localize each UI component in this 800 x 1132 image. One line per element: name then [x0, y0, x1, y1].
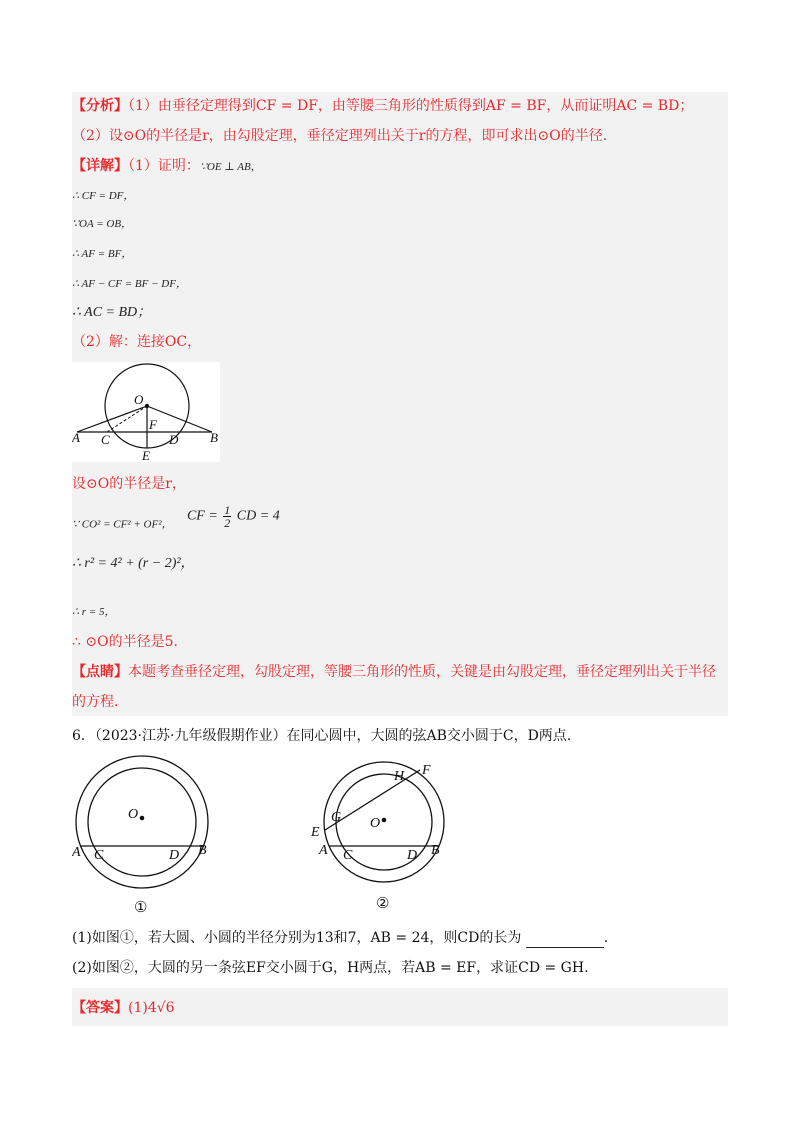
fig2-center	[382, 818, 387, 823]
detail-tag: 【详解】	[72, 158, 128, 174]
comment-line-2: 的方程.	[72, 694, 119, 710]
figure-concentric-2	[310, 756, 460, 920]
center-o	[145, 404, 149, 408]
sub-question-1-text: (1)如图①，若大圆、小圆的半径分别为13和7，AB = 24，则CD的长为	[72, 930, 522, 946]
comment-text-1: 本题考查垂径定理，勾股定理，等腰三角形的性质，关键是由勾股定理，垂径定理列出关于半径	[128, 664, 716, 680]
fig2-label-d: D	[407, 848, 418, 863]
fig1-label-b: B	[198, 843, 207, 858]
fig2-label-c: C	[343, 848, 353, 863]
analysis-line-1	[72, 96, 693, 116]
comment-line-1	[72, 662, 716, 682]
fig2-label-o: O	[370, 816, 381, 831]
detail-step-1: ∴ CF = DF，	[72, 190, 135, 202]
fig2-label-e: E	[311, 825, 320, 840]
label-e: E	[142, 448, 150, 462]
fig1-label-c: C	[94, 848, 104, 863]
fraction-half	[223, 504, 231, 529]
equation-1b	[187, 504, 280, 529]
comment-tag: 【点睛】	[72, 664, 128, 680]
fig2-label-f: F	[422, 763, 431, 778]
sub-question-1-end: .	[603, 930, 609, 946]
detail-step-3: ∴ AF = BF，	[72, 248, 133, 260]
fig1-label-o: O	[128, 807, 139, 822]
equation-2: ∴ r² = 4² + (r − 2)²，	[72, 556, 195, 571]
equation-3: ∴ r = 5，	[72, 606, 116, 618]
label-o: O	[134, 392, 144, 407]
question-source: （2023·江苏·九年级假期作业）	[94, 728, 287, 744]
figure-concentric-1	[72, 750, 222, 920]
sub-question-1	[72, 928, 608, 948]
detail-step-4: ∴ AF − CF = BF − DF，	[72, 278, 187, 290]
question-number: 6．	[72, 728, 95, 744]
equation-1b-rhs: CD = 4	[236, 508, 280, 524]
detail-header	[72, 156, 262, 177]
fig1-big-circle	[76, 756, 208, 888]
detail-step-5: ∴ AC = BD；	[72, 305, 152, 320]
detail-step-0: ∵OE ⊥ AB，	[199, 161, 262, 173]
fig1-label-a: A	[72, 845, 81, 860]
radius-definition: 设⊙O的半径是r，	[72, 476, 186, 492]
label-a: A	[72, 430, 80, 445]
fig1-small-circle	[88, 768, 196, 876]
analysis-line-2: （2）设⊙O的半径是r，由勾股定理，垂径定理列出关于r的方程，即可求出⊙O的半径.	[72, 128, 608, 144]
detail-part1-intro: （1）证明：	[128, 158, 200, 174]
answer-tag: 【答案】	[72, 1000, 128, 1016]
fig2-label-a: A	[319, 843, 328, 858]
answer-value: (1)4√6	[128, 1000, 175, 1016]
equation-1b-lhs: CF =	[186, 508, 218, 524]
figure-circle-chord	[72, 362, 220, 462]
question-text: 在同心圆中，大圆的弦AB交小圆于C，D两点.	[286, 728, 572, 744]
figure-1-background	[72, 362, 220, 462]
equation-1: ∵ CO² = CF² + OF²，	[72, 518, 173, 531]
equation-1-row	[72, 503, 280, 542]
sub-question-2: (2)如图②，大圆的另一条弦EF交小圆于G，H两点，若AB = EF，求证CD = GH.	[72, 960, 589, 976]
conclusion: ∴ ⊙O的半径是5.	[72, 634, 178, 650]
label-d: D	[169, 432, 179, 447]
analysis-tag: 【分析】	[72, 98, 128, 114]
fig2-caption: ②	[376, 894, 390, 912]
detail-step-2: ∵OA = OB，	[72, 218, 133, 230]
analysis-text-1: （1）由垂径定理得到CF = DF，由等腰三角形的性质得到AF = BF，从而证明AC = BD；	[128, 98, 694, 114]
answer-line	[72, 998, 175, 1018]
question-stem	[72, 726, 571, 746]
detail-part2-intro: （2）解：连接OC，	[72, 334, 202, 350]
label-f: F	[149, 417, 157, 432]
label-c: C	[101, 432, 110, 447]
answer-blank	[526, 933, 604, 948]
fig2-label-h: H	[394, 769, 405, 784]
fig1-label-d: D	[169, 848, 180, 863]
fig1-center	[140, 816, 145, 821]
label-b: B	[210, 430, 218, 445]
fig1-caption: ①	[134, 898, 148, 916]
fraction-denominator: 2	[224, 516, 231, 530]
fig2-label-b: B	[431, 843, 440, 858]
fraction-numerator: 1	[224, 503, 231, 517]
fig2-label-g: G	[331, 810, 342, 825]
